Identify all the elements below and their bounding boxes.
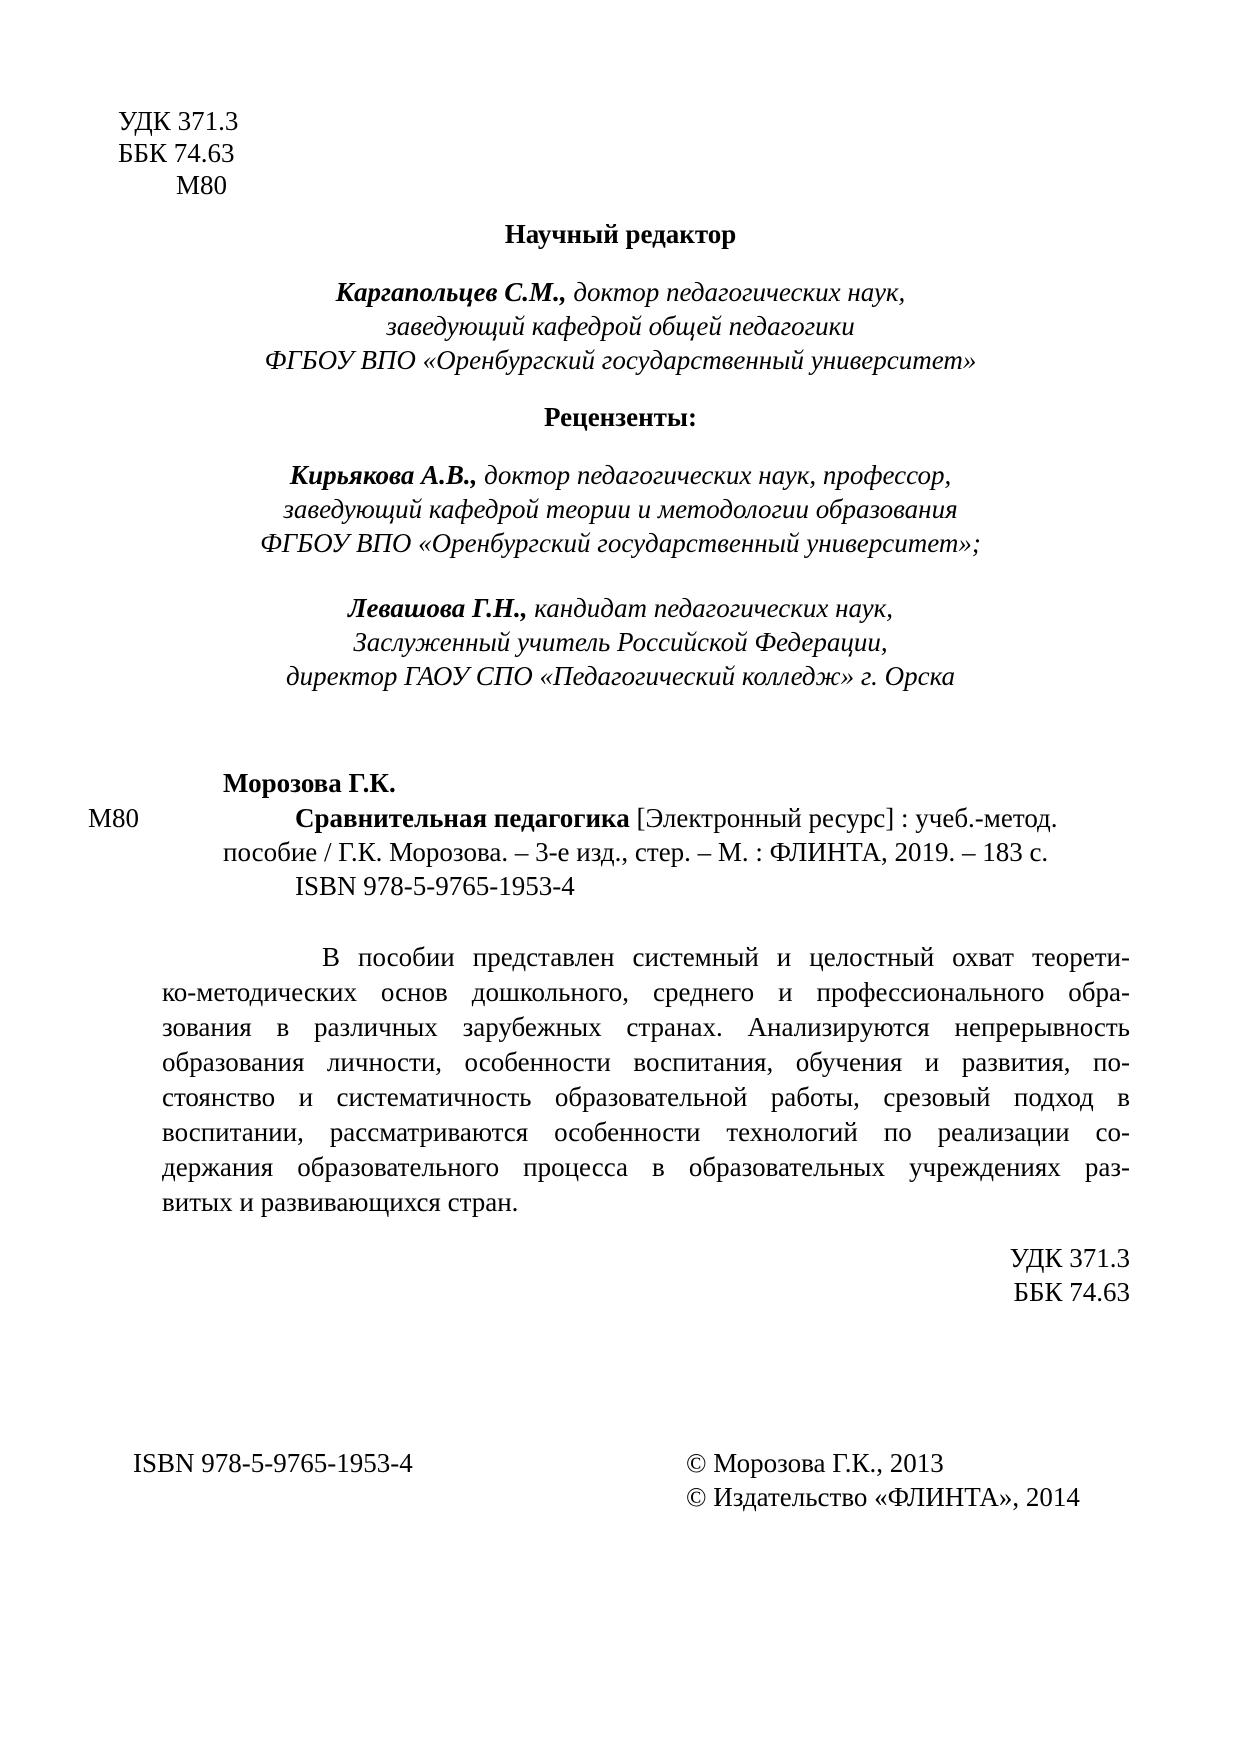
reviewer-1-line-1 [0,462,1241,489]
udk-code-top: УДК 371.3 [118,106,239,136]
reviewer-1-line-2: заведующий кафедрой теории и методологии образования [283,494,958,524]
abstract-line: образования личности, особенности воспитания, обучения и развития, по- [162,1047,1130,1077]
scientific-editor-line-1 [0,279,1241,306]
abstract-line: воспитании, рассматриваются особенности технологий по реализации со- [162,1117,1130,1147]
abstract-line: В пособии представлен системный и целостный охват теорети- [322,942,1130,972]
bbk-code-bottom: ББК 74.63 [1013,1277,1130,1307]
author-sign-top: М80 [176,170,228,200]
reviewer-2-line-1 [0,595,1241,622]
scientific-editor-name: Каргапольцев С.М., [335,277,567,307]
bib-title: Сравнительная педагогика [295,803,630,833]
footer-isbn: ISBN 978-5-9765-1953-4 [133,1448,413,1478]
copyright-author: © Морозова Г.К., 2013 [686,1448,944,1478]
reviewer-2-line-2: Заслуженный учитель Российской Федерации, [353,627,888,657]
scientific-editor-heading: Научный редактор [504,219,737,249]
bbk-code-top: ББК 74.63 [118,138,235,168]
bib-isbn: ISBN 978-5-9765-1953-4 [295,871,575,901]
abstract-line: держания образовательного процесса в образовательных учреждениях раз- [162,1152,1130,1182]
bib-author: Морозова Г.К. [223,768,396,798]
bib-sign: М80 [88,803,140,833]
scientific-editor-line-3: ФГБОУ ВПО «Оренбургский государственный университет» [264,345,977,375]
udk-code-bottom: УДК 371.3 [1009,1243,1130,1273]
reviewer-1-degree: доктор педагогических наук, профессор, [477,460,952,490]
reviewer-2-line-3: директор ГАОУ СПО «Педагогический колледж» г. Орска [285,661,956,691]
copyright-publisher: © Издательство «ФЛИНТА», 2014 [686,1482,1080,1512]
reviewer-1-name: Кирьякова А.В., [289,460,478,490]
reviewers-heading: Рецензенты: [544,402,697,432]
bib-line-2: пособие / Г.К. Морозова. – 3-е изд., стер. – М. : ФЛИНТА, 2019. – 183 с. [223,837,1049,867]
abstract-line: стоянство и систематичность образовательной работы, срезовый подход в [162,1082,1130,1112]
reviewer-2-name: Левашова Г.Н., [347,593,528,623]
reviewer-2-degree: кандидат педагогических наук, [527,593,893,623]
reviewer-1-line-3: ФГБОУ ВПО «Оренбургский государственный университет»; [260,528,981,558]
scientific-editor-degree: доктор педагогических наук, [566,277,906,307]
scientific-editor-line-2: заведующий кафедрой общей педагогики [386,311,855,341]
abstract-last-line: витых и развивающихся стран. [162,1187,519,1217]
abstract-line: ко-методических основ дошкольного, среднего и профессионального обра- [162,977,1130,1007]
bib-title-rest: [Электронный ресурс] : учеб.-метод. [629,803,1058,833]
bib-title-line [295,805,1058,832]
abstract-line: зования в различных зарубежных странах. Анализируются непрерывность [162,1012,1130,1042]
